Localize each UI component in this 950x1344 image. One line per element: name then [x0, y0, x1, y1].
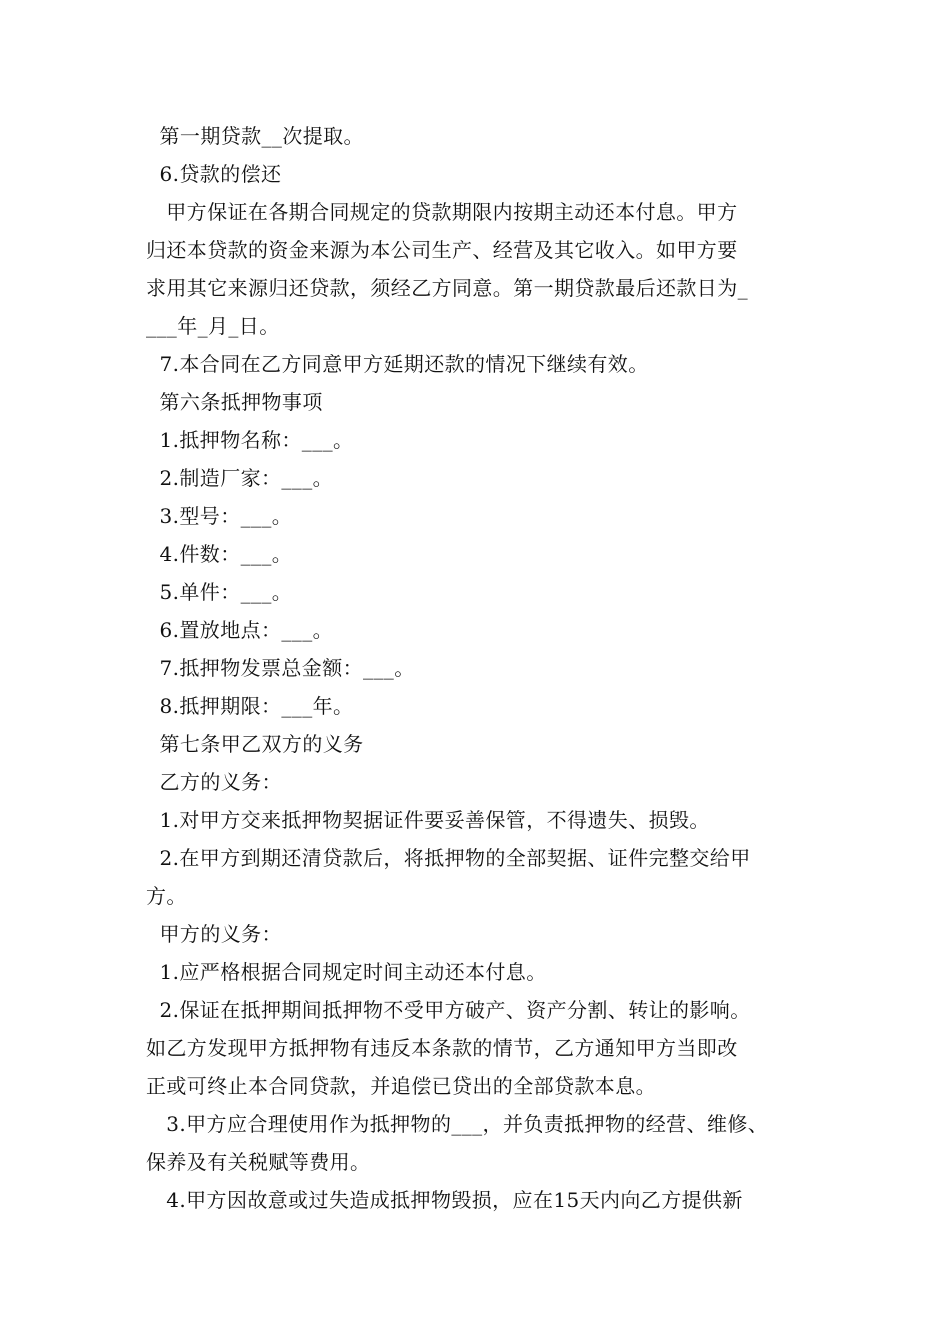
text-line: ___年_月_日。 — [146, 314, 280, 338]
text-line: 8.抵押期限：___年。 — [146, 694, 354, 718]
text-line: 3.甲方应合理使用作为抵押物的___，并负责抵押物的经营、维修、 — [146, 1112, 769, 1136]
text-line: 1.应严格根据合同规定时间主动还本付息。 — [146, 960, 547, 984]
text-line: 乙方的义务： — [146, 770, 282, 794]
text-line: 归还本贷款的资金来源为本公司生产、经营及其它收入。如甲方要 — [146, 238, 738, 262]
text-line: 求用其它来源归还贷款，须经乙方同意。第一期贷款最后还款日为_ — [146, 276, 748, 300]
text-line: 5.单件：___。 — [146, 580, 293, 604]
text-line: 4.甲方因故意或过失造成抵押物毁损，应在15天内向乙方提供新 — [146, 1188, 743, 1212]
text-line: 6.贷款的偿还 — [146, 162, 282, 186]
text-line: 方。 — [146, 884, 187, 908]
text-line: 7.抵押物发票总金额：___。 — [146, 656, 415, 680]
text-line: 保养及有关税赋等费用。 — [146, 1150, 371, 1174]
text-line: 3.型号：___。 — [146, 504, 293, 528]
text-line: 如乙方发现甲方抵押物有违反本条款的情节，乙方通知甲方当即改 — [146, 1036, 738, 1060]
text-line: 正或可终止本合同贷款，并追偿已贷出的全部贷款本息。 — [146, 1074, 656, 1098]
text-line: 4.件数：___。 — [146, 542, 293, 566]
text-line: 2.在甲方到期还清贷款后，将抵押物的全部契据、证件完整交给甲 — [146, 846, 751, 870]
text-line: 2.制造厂家：___。 — [146, 466, 333, 490]
text-line: 甲方的义务： — [146, 922, 282, 946]
text-line: 1.抵押物名称：___。 — [146, 428, 354, 452]
text-line: 7.本合同在乙方同意甲方延期还款的情况下继续有效。 — [146, 352, 649, 376]
text-line: 第一期贷款__次提取。 — [146, 124, 364, 148]
section-heading: 第六条抵押物事项 — [146, 390, 323, 414]
text-line: 2.保证在抵押期间抵押物不受甲方破产、资产分割、转让的影响。 — [146, 998, 751, 1022]
section-heading: 第七条甲乙双方的义务 — [146, 732, 364, 756]
text-line: 1.对甲方交来抵押物契据证件要妥善保管，不得遗失、损毁。 — [146, 808, 710, 832]
text-line: 6.置放地点：___。 — [146, 618, 333, 642]
text-line: 甲方保证在各期合同规定的贷款期限内按期主动还本付息。甲方 — [146, 200, 738, 224]
